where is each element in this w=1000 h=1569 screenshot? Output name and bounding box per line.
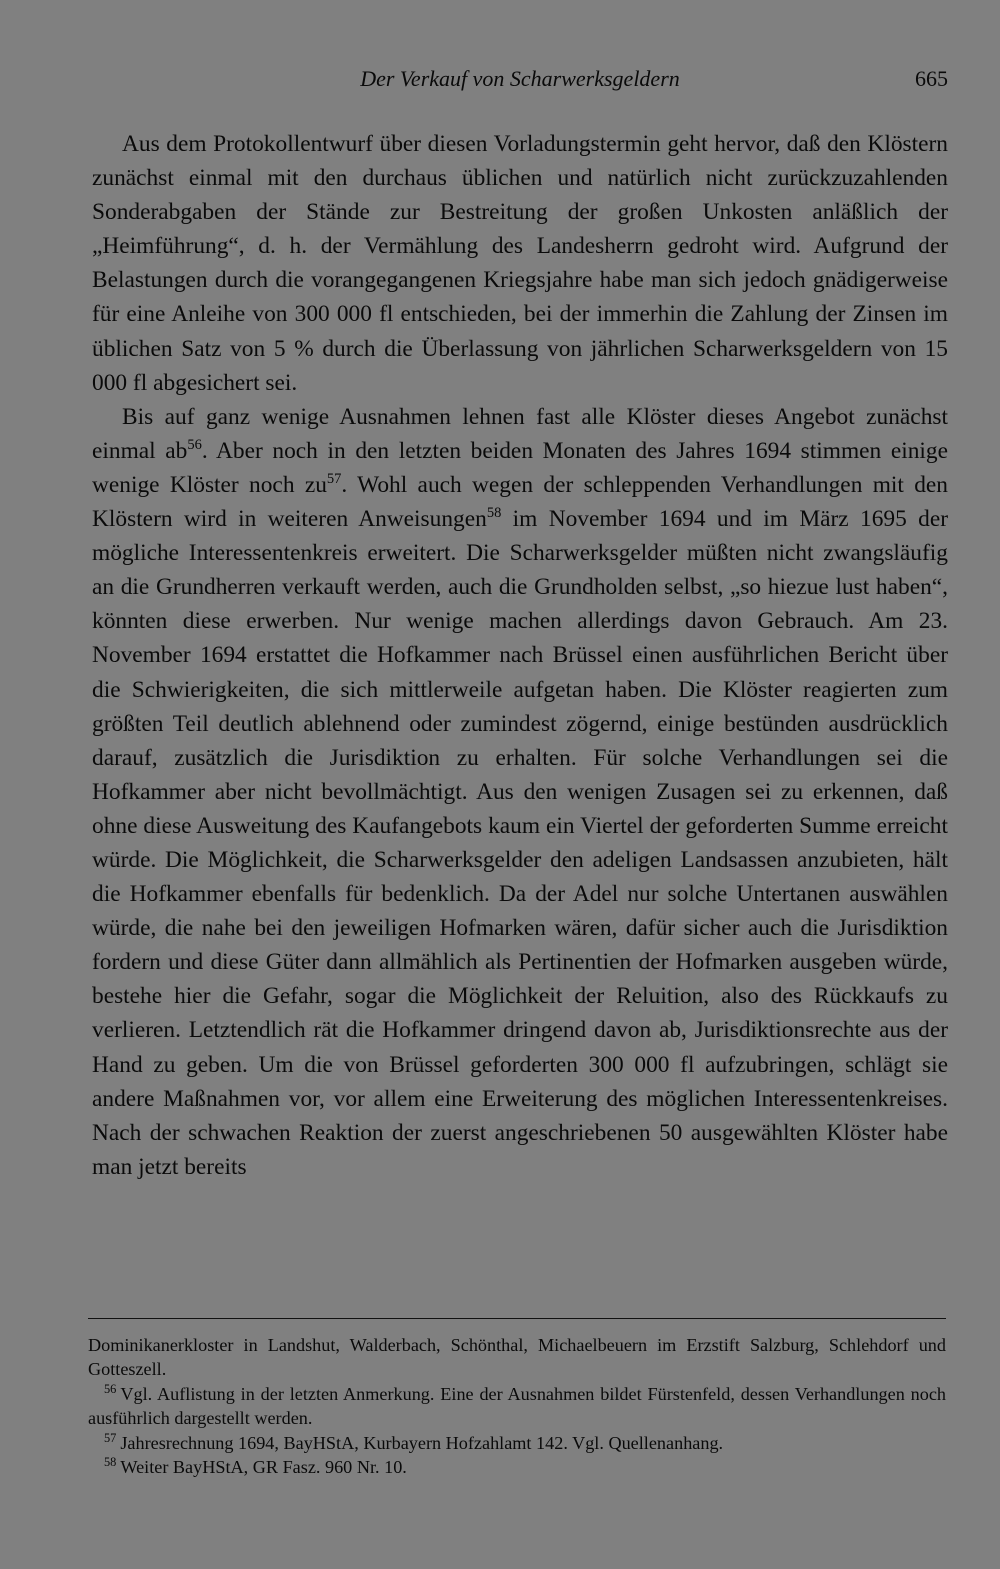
footnote-ref-56[interactable]: 56 xyxy=(187,437,202,454)
paragraph-2-part-a: Bis auf ganz wenige Ausnahmen lehnen fast alle Klöster dieses Angebot zunächst einmal ab xyxy=(92,403,948,464)
paragraph-1: Aus dem Protokollentwurf über diesen Vorladungstermin geht hervor, daß den Klöstern zunächst einmal mit den durchaus üblichen und natürlich nicht zurückzuzahlenden Sonderabgaben der Stände zur Bestreitung der großen Unkosten anläßlich der „Heimführung“, d. h. der Vermählung des Landesherrn gedroht wird. Aufgrund der Belastungen durch die vorangegangenen Kriegsjahre habe man sich jedoch gnädigerweise für eine Anleihe von 300 000 fl entschieden, bei der immerhin die Zahlung der Zinsen im üblichen Satz von 5 % durch die Überlassung von jährlichen Scharwerksgeldern von 15 000 fl abgesichert sei. xyxy=(92,131,948,396)
footnote-56 xyxy=(88,1382,946,1431)
footnote-text: Vgl. Auflistung in der letzten Anmerkung. Eine der Ausnahmen bildet Fürstenfeld, dessen Verhandlungen noch ausführlich dargestellt werden. xyxy=(88,1383,946,1429)
paragraph-2-part-b: . Aber noch in den letzten beiden Monaten des Jahres 1694 stimmen einige wenige Klöster noch zu xyxy=(92,437,949,498)
footnote-number: 56 xyxy=(104,1381,117,1396)
footnote-ref-57[interactable]: 57 xyxy=(326,471,342,488)
footnote-text: Weiter BayHStA, GR Fasz. 960 Nr. 10. xyxy=(120,1457,407,1478)
footnote-57 xyxy=(88,1431,946,1455)
paragraph-2 xyxy=(92,400,948,1184)
footnote-text: Jahresrechnung 1694, BayHStA, Kurbayern Hofzahlamt 142. Vgl. Quellenanhang. xyxy=(120,1432,724,1453)
footnote-number: 58 xyxy=(104,1454,117,1469)
main-text xyxy=(92,127,948,1184)
paragraph-2-part-c: . Wohl auch wegen der schleppenden Verhandlungen mit den Klöstern wird in weiteren Anweisungen xyxy=(92,471,948,533)
footnote-ref-58[interactable]: 58 xyxy=(486,505,502,522)
paragraph-2-part-d: im November 1694 und im März 1695 der mögliche Interessentenkreis erweitert. Die Scharwerksgelder müßten nicht zwangsläufig an die Grundherren verkauft werden, auch die Grundholden selbst, „so hiezue lust haben“, könnten diese erwerben. Nur wenige machen allerdings davon Gebrauch. Am 23. November 1694 erstattet die Hofkammer nach Brüssel einen ausführlichen Bericht über die Schwierigkeiten, die sich mittlerweile aufgetan haben. Die Klöster reagierten zum größten Teil deutlich ablehnend oder zumindest zögernd, einige bestünden ausdrücklich darauf, zusätzlich die Jurisdiktion zu erhalten. Für solche Verhandlungen sei die Hofkammer aber nicht bevollmächtigt. Aus den wenigen Zusagen sei zu erkennen, daß ohne diese Ausweitung des Kaufangebots kaum ein Viertel der geforderten Summe erreicht würde. Die Möglichkeit, die Scharwerksgelder den adeligen Landsassen anzubieten, hält die Hofkammer ebenfalls für bedenklich. Da der Adel nur solche Untertanen auswählen würde, die nahe bei den jeweiligen Hofmarken wären, dafür sicher auch die Jurisdiktion fordern und diese Güter dann allmählich als Pertinentien der Hofmarken ausgeben würde, bestehe hier die Gefahr, sogar die Möglichkeit der Reluition, also des Rückkaufs zu verlieren. Letztendlich rät die Hofkammer dringend davon ab, Jurisdiktionsrechte aus der Hand zu geben. Um die von Brüssel geforderten 300 000 fl aufzubringen, schlägt sie andere Maßnahmen vor, vor allem eine Erweiterung des möglichen Interessentenkreises. Nach der schwachen Reaktion der zuerst angeschriebenen 50 ausgewählten Klöster habe man jetzt bereits xyxy=(92,506,948,1180)
running-title: Der Verkauf von Scharwerksgeldern xyxy=(360,66,680,91)
footnote-number: 57 xyxy=(104,1430,117,1445)
footnotes xyxy=(88,1333,946,1479)
page-number: 665 xyxy=(915,66,948,91)
footnote-58 xyxy=(88,1455,946,1479)
running-header xyxy=(92,66,948,100)
footnote-divider xyxy=(88,1318,946,1319)
footnote-continuation: Dominikanerkloster in Landshut, Walderbach, Schönthal, Michaelbeuern im Erzstift Salzburg, Schlehdorf und Gotteszell. xyxy=(88,1335,946,1380)
